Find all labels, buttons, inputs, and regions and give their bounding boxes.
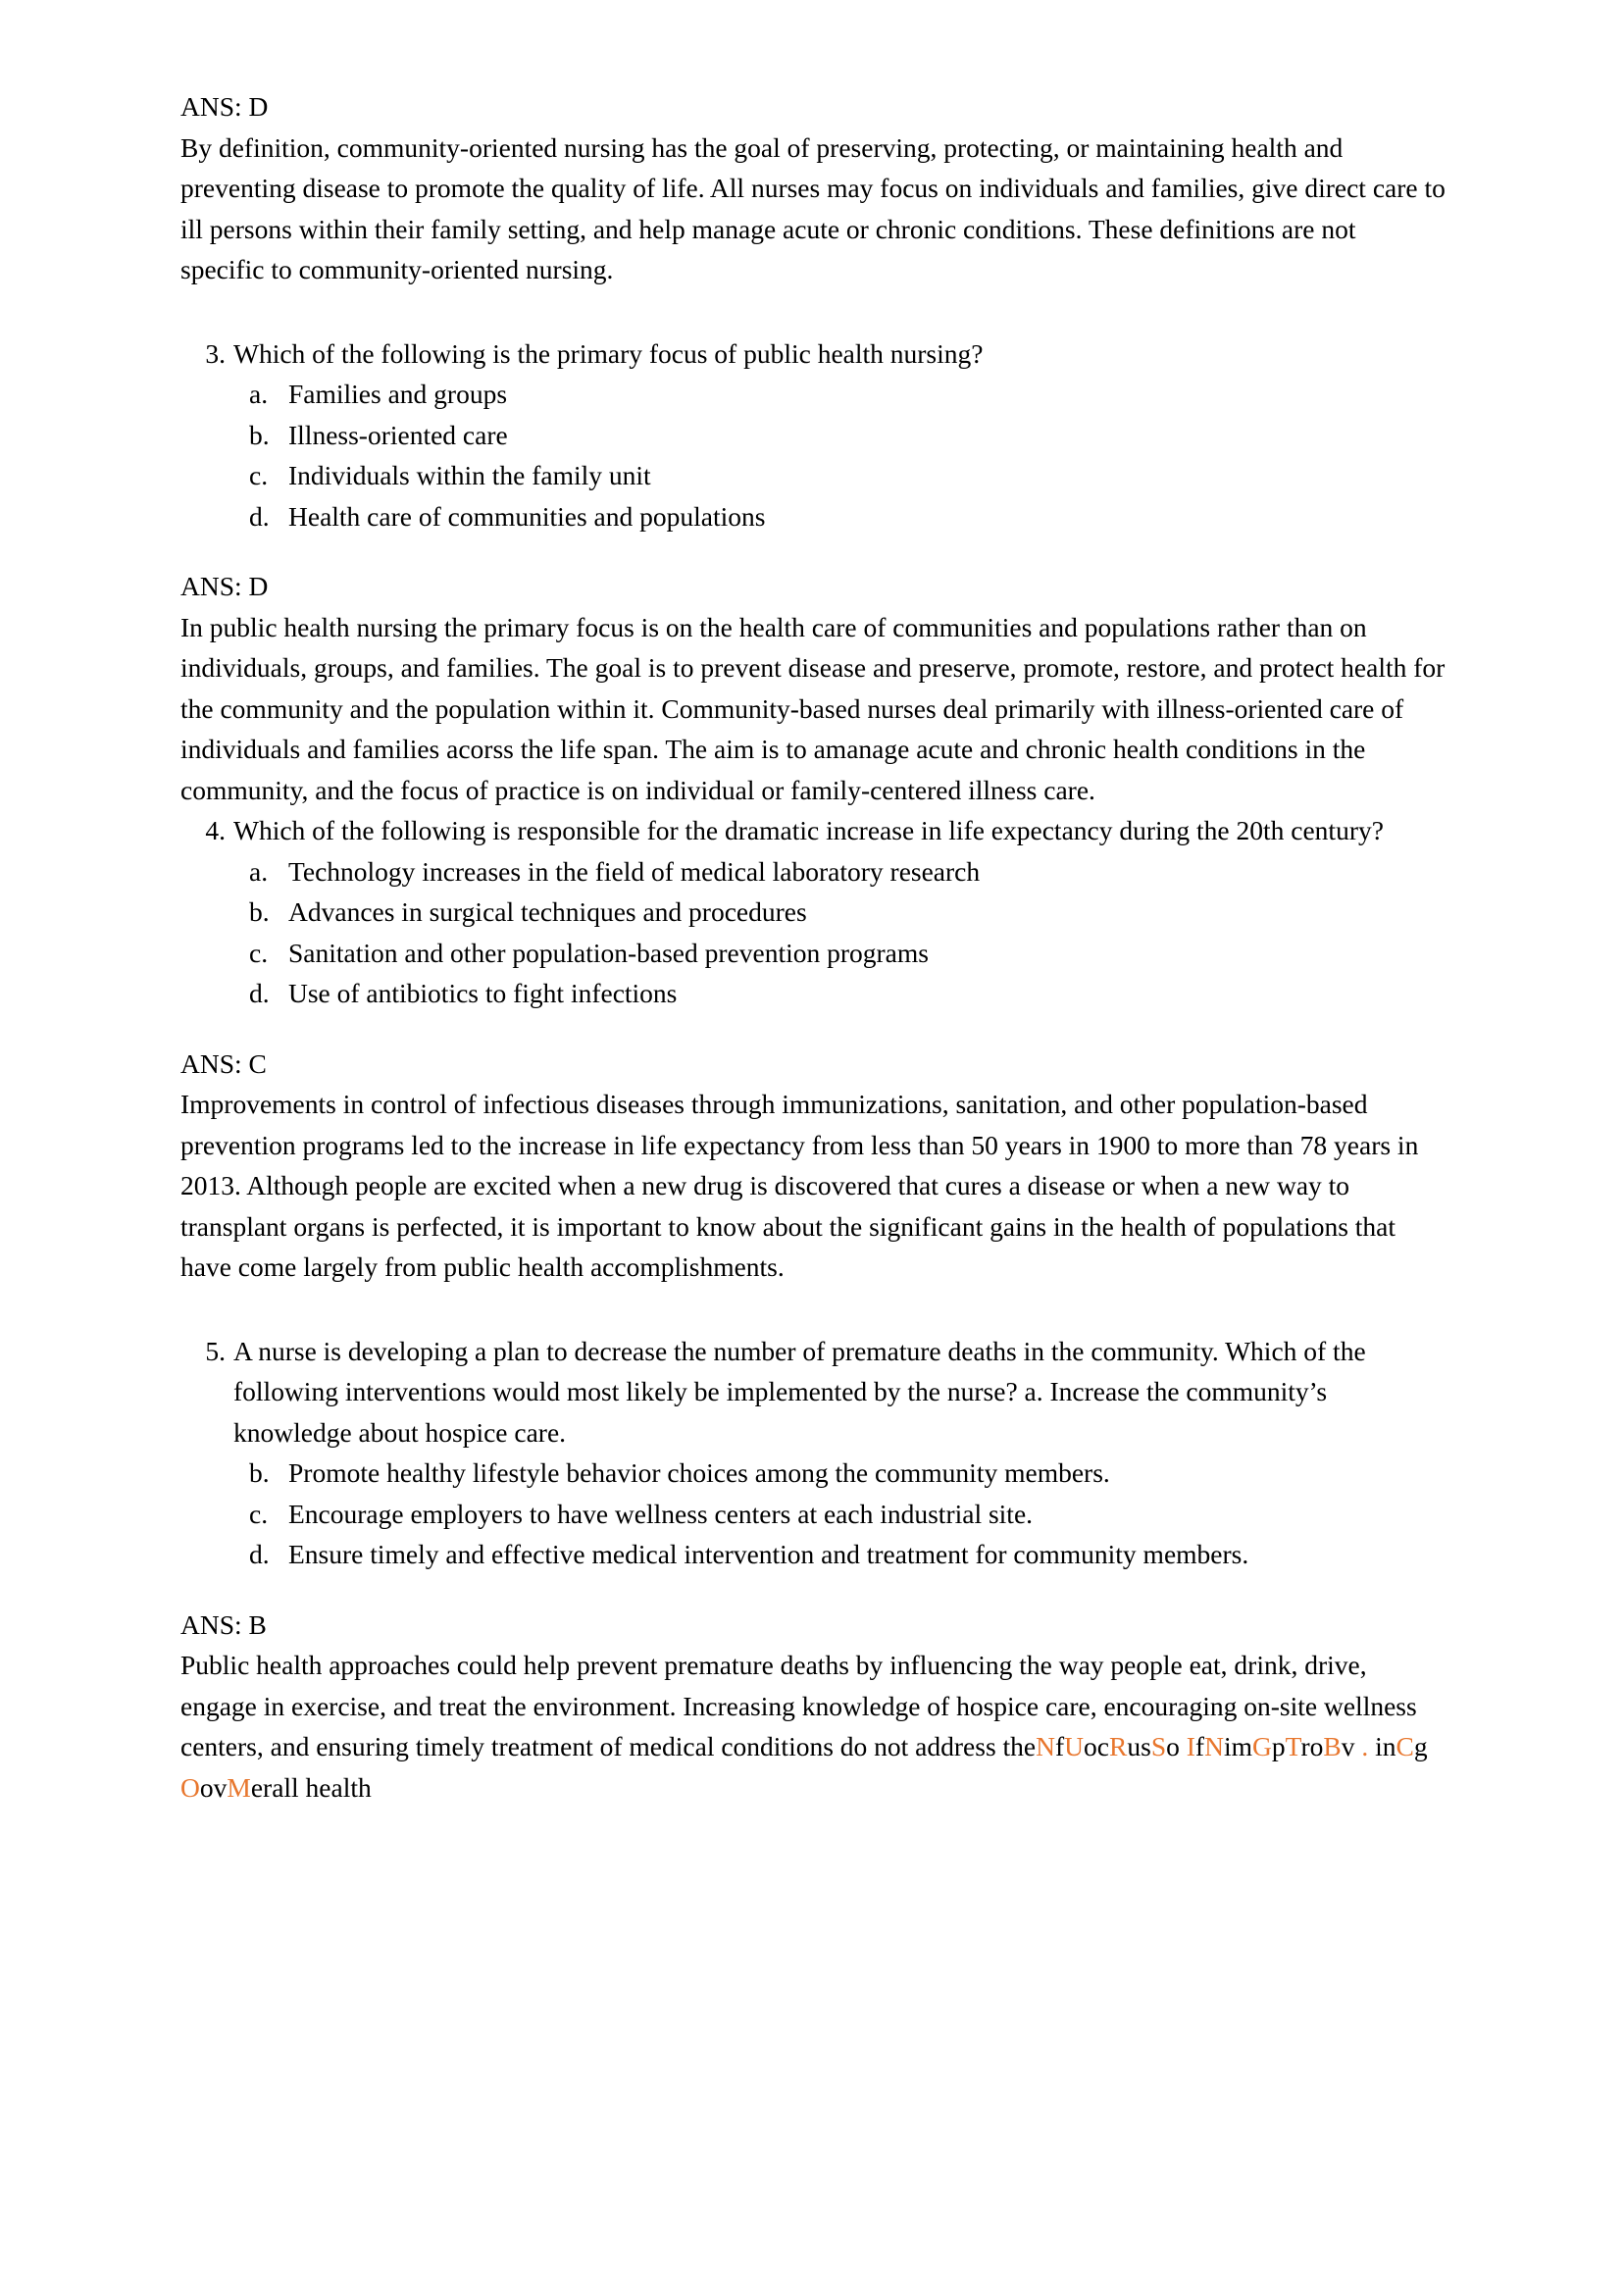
watermark-segment-21: g <box>1413 1731 1428 1761</box>
watermark-segment-12: G <box>1251 1731 1272 1761</box>
watermark-segment-1: f <box>1055 1731 1065 1761</box>
option-text: Sanitation and other population-based prevention programs <box>288 937 929 968</box>
option-text: Health care of communities and populations <box>288 500 766 532</box>
option-letter: c. <box>249 1498 269 1529</box>
option-text: Ensure timely and effective medical intervention and treatment for community members. <box>288 1539 1249 1569</box>
option-letter: a. <box>249 379 269 409</box>
option-text: Encourage employers to have wellness centers at each industrial site. <box>288 1498 1034 1529</box>
question-5 <box>190 1331 1446 1454</box>
question-3-option-b[interactable] <box>241 415 1446 456</box>
option-letter: d. <box>249 978 270 1008</box>
q5-rationale-text: Public health approaches could help prevent premature deaths by influencing the way people eat, drink, drive, engage in exercise, and treat the environment. Increasing knowledge of hospice care, encouraging on-site wellness centers, and ensuring timely treatment of medical conditions do not address the <box>180 1650 1417 1761</box>
watermark-segment-0: N <box>1036 1731 1055 1761</box>
watermark-segment-13: p <box>1271 1731 1286 1761</box>
option-letter: d. <box>249 500 270 532</box>
question-4-number: 4. <box>205 815 226 845</box>
spacer <box>180 1014 1446 1044</box>
option-letter: b. <box>249 419 270 450</box>
question-3-stem: Which of the following is the primary focus of public health nursing? <box>233 337 984 369</box>
watermark-segment-20: C <box>1396 1731 1414 1761</box>
watermark-segment-22: O <box>180 1771 200 1803</box>
watermark-segment-7: o <box>1166 1731 1187 1761</box>
question-4-option-c[interactable] <box>241 933 1446 974</box>
watermark-segment-24: M <box>227 1771 251 1803</box>
option-text: Technology increases in the field of medical laboratory research <box>288 855 981 887</box>
question-5-option-c[interactable] <box>241 1494 1446 1535</box>
spacer <box>180 1575 1446 1605</box>
question-5-option-b[interactable] <box>241 1453 1446 1494</box>
option-text: Advances in surgical techniques and procedures <box>288 896 807 927</box>
option-text: Families and groups <box>288 379 508 409</box>
question-3-option-d[interactable] <box>241 496 1446 537</box>
watermark-segment-11: im <box>1223 1731 1252 1761</box>
question-5-option-d[interactable] <box>241 1534 1446 1575</box>
option-letter: a. <box>249 855 269 887</box>
option-letter: d. <box>249 1539 270 1569</box>
question-5-stem: A nurse is developing a plan to decrease the number of premature deaths in the community. Which of the following interventions would most likely be implemented by the nurse? a. Increase the community’s knowledge about hospice care. <box>233 1335 1366 1448</box>
q3-answer-label: ANS: D <box>180 571 269 601</box>
watermark-segment-10: N <box>1204 1731 1224 1761</box>
spacer <box>180 290 1446 333</box>
spacer <box>180 1288 1446 1331</box>
watermark-segment-17: v <box>1341 1731 1355 1761</box>
q4-answer-label: ANS: C <box>180 1047 267 1079</box>
option-text: Promote healthy lifestyle behavior choices among the community members. <box>288 1457 1110 1488</box>
watermark-segment-25: erall health <box>250 1771 372 1803</box>
watermark-segment-8: I <box>1186 1731 1195 1761</box>
option-text: Use of antibiotics to fight infections <box>288 978 678 1008</box>
watermark-segment-3: oc <box>1084 1731 1110 1761</box>
page-content <box>180 86 1446 1808</box>
question-4-option-a[interactable] <box>241 851 1446 892</box>
question-4-option-b[interactable] <box>241 892 1446 933</box>
q4-answer-rationale: Improvements in control of infectious diseases through immunizations, sanitation, and other population-based prevention programs led to the increase in life expectancy from less than 50 years in 1900 to more than 78 years in 2013. Although people are excited when a new drug is discovered that cures a disease or when a new way to transplant organs is perfected, it is important to know about the significant gains in the health of populations that have come largely from public health accomplishments. <box>180 1089 1419 1282</box>
watermark-segment-18: . <box>1354 1731 1376 1761</box>
q5-answer-rationale <box>180 1645 1446 1808</box>
question-3-option-a[interactable] <box>241 374 1446 415</box>
watermark-segment-19: in <box>1375 1731 1396 1761</box>
question-4 <box>190 810 1446 851</box>
option-letter: c. <box>249 460 269 490</box>
question-4-stem: Which of the following is responsible for the dramatic increase in life expectancy during the 20th century? <box>233 815 1384 845</box>
watermark-segment-14: T <box>1285 1731 1301 1761</box>
watermark-segment-9: f <box>1194 1731 1205 1761</box>
watermark-segment-4: R <box>1109 1731 1128 1761</box>
option-letter: b. <box>249 1457 270 1488</box>
option-letter: b. <box>249 896 270 927</box>
q5-answer-label: ANS: B <box>180 1608 267 1640</box>
question-3 <box>190 333 1446 375</box>
watermark-segment-16: B <box>1323 1731 1342 1761</box>
question-4-option-d[interactable] <box>241 973 1446 1014</box>
option-text: Individuals within the family unit <box>288 460 651 490</box>
watermark-segment-2: U <box>1064 1731 1085 1761</box>
watermark-segment-15: ro <box>1300 1731 1324 1761</box>
watermark-segment-23: ov <box>199 1771 228 1803</box>
watermark-segment-5: us <box>1127 1731 1151 1761</box>
question-5-number: 5. <box>205 1335 226 1366</box>
spacer <box>180 536 1446 566</box>
question-3-option-c[interactable] <box>241 455 1446 496</box>
watermark-segment-6: S <box>1150 1731 1167 1761</box>
question-3-number: 3. <box>205 337 226 369</box>
q2-answer-label: ANS: D <box>180 91 269 122</box>
option-text: Illness-oriented care <box>288 419 508 450</box>
option-letter: c. <box>249 937 269 968</box>
q2-answer-rationale: By definition, community-oriented nursing has the goal of preserving, protecting, or maintaining health and preventing disease to promote the quality of life. All nurses may focus on individuals and families, give direct care to ill persons within their family setting, and help manage acute or chronic conditions. These definitions are not specific to community-oriented nursing. <box>180 131 1446 284</box>
q3-answer-rationale: In public health nursing the primary focus is on the health care of communities and populations rather than on individuals, groups, and families. The goal is to prevent disease and preserve, promote, restore, and protect health for the community and the population within it. Community-based nurses deal primarily with illness-oriented care of individuals and families acorss the life span. The aim is to amanage acute and chronic health conditions in the community, and the focus of practice is on individual or family-centered illness care. <box>180 611 1446 805</box>
